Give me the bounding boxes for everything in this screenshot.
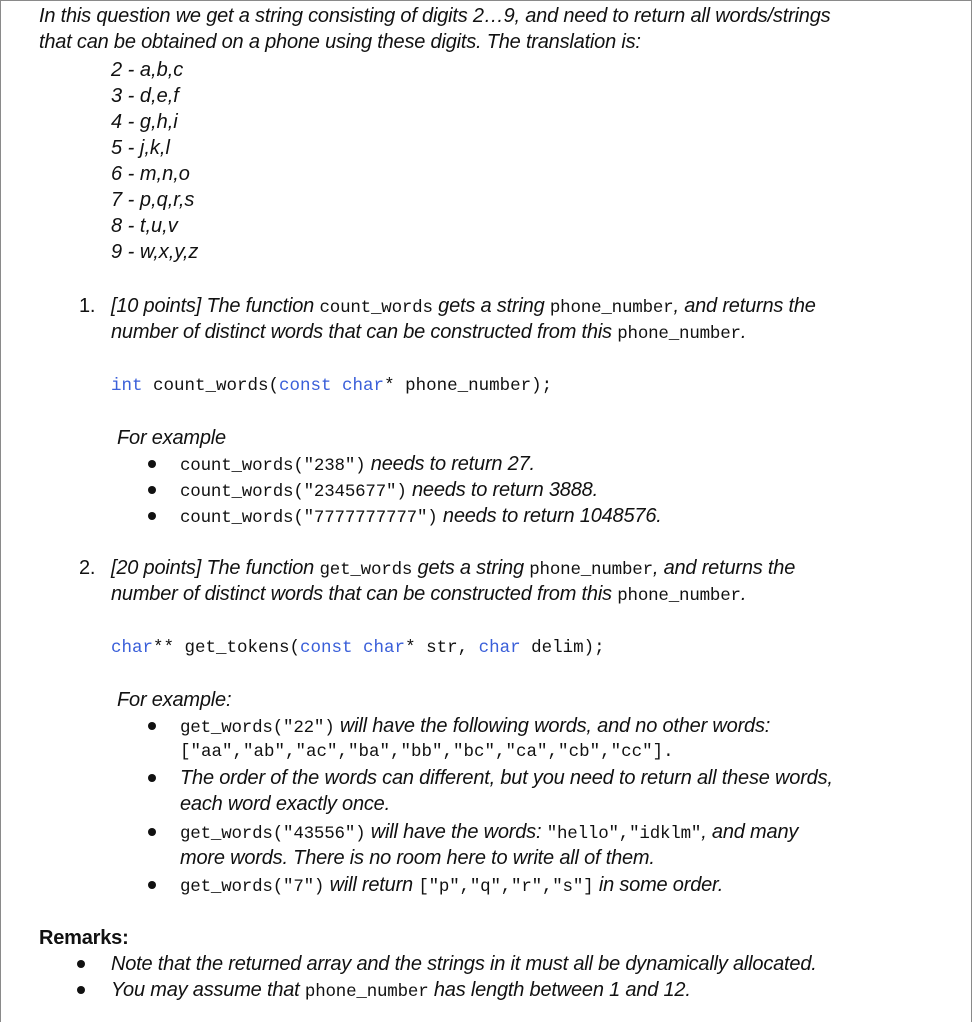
q2-statement-line-1 — [111, 555, 795, 583]
q1-example-2 — [180, 477, 598, 505]
bullet-icon — [148, 774, 156, 782]
q1-number: 1. — [79, 295, 96, 317]
q2-example-3-tail: , and many — [701, 821, 799, 843]
remark-1: Note that the returned array and the strings in it must all be dynamically allocated. — [111, 953, 817, 975]
q2-example-3-line-1 — [180, 819, 798, 847]
q2-line2-end: . — [740, 583, 747, 605]
q2-sig-rest: delim); — [520, 638, 605, 658]
q1-sig-name: count_words( — [142, 376, 280, 396]
q1-tail-text: , and returns the — [673, 295, 816, 317]
q1-example-3 — [180, 503, 662, 531]
q2-example-3-words: "hello","idklm" — [546, 824, 702, 844]
mapping-row: 5 - j,k,l — [111, 137, 170, 159]
q2-tail-text: , and returns the — [652, 557, 796, 579]
q2-signature — [111, 635, 605, 661]
remark-2-post: has length between 1 and 12. — [428, 979, 691, 1001]
q1-statement-line-2 — [111, 319, 746, 347]
bullet-icon — [148, 486, 156, 494]
q2-sig-keyword-const-char: const char — [300, 638, 406, 658]
q2-sig-mid: * str, — [405, 638, 479, 658]
q2-example-4-code: get_words("7") — [180, 877, 325, 897]
q1-sig-keyword-const-char: const char — [279, 376, 385, 396]
q2-example-1-list: ["aa","ab","ac","ba","bb","bc","ca","cb","cc"]. — [180, 742, 674, 762]
q2-sig-name: ** get_tokens( — [153, 638, 301, 658]
q2-mid-text: gets a string — [412, 557, 530, 579]
q1-example-1 — [180, 451, 535, 479]
q2-example-2-line-2: each word exactly once. — [180, 793, 390, 815]
q1-signature — [111, 373, 552, 399]
mapping-row: 3 - d,e,f — [111, 85, 179, 107]
q2-example-4-list: ["p","q","r","s"] — [418, 877, 594, 897]
q2-example-1-code: get_words("22") — [180, 718, 335, 738]
q1-example-3-code: count_words("7777777777") — [180, 508, 438, 528]
remarks-title: Remarks: — [39, 927, 129, 949]
q2-example-4 — [180, 872, 723, 900]
q1-line2-param: phone_number — [617, 324, 741, 344]
q1-param-name: phone_number — [549, 298, 674, 318]
mapping-row: 8 - t,u,v — [111, 215, 178, 237]
bullet-icon — [148, 722, 156, 730]
q2-example-3-line-2: more words. There is no room here to write all of them. — [180, 847, 655, 869]
q2-func-name: get_words — [319, 560, 413, 580]
q1-example-3-text: needs to return 1048576. — [437, 505, 662, 527]
q1-points-text: [10 points] The function — [111, 295, 320, 317]
remark-2 — [111, 977, 691, 1005]
q2-points-text: [20 points] The function — [111, 557, 320, 579]
bullet-icon — [148, 460, 156, 468]
q2-sig-keyword-char: char — [111, 638, 154, 658]
remark-2-param: phone_number — [304, 982, 429, 1002]
q2-example-1-text: will have the following words, and no other words: — [334, 715, 771, 737]
q2-for-example: For example: — [117, 689, 232, 711]
q1-line2-text: number of distinct words that can be constructed from this — [111, 321, 618, 343]
q2-example-1-line-1 — [180, 713, 770, 741]
bullet-icon — [77, 960, 85, 968]
bullet-icon — [148, 828, 156, 836]
q2-example-3-text: will have the words: — [365, 821, 547, 843]
q2-line2-text: number of distinct words that can be constructed from this — [111, 583, 618, 605]
q2-example-3-code: get_words("43556") — [180, 824, 366, 844]
q1-mid-text: gets a string — [432, 295, 550, 317]
mapping-row: 7 - p,q,r,s — [111, 189, 195, 211]
q2-number: 2. — [79, 557, 96, 579]
q1-example-1-text: needs to return 27. — [365, 453, 535, 475]
mapping-row: 4 - g,h,i — [111, 111, 178, 133]
q1-func-name: count_words — [319, 298, 433, 318]
q2-example-2-line-1: The order of the words can different, but you need to return all these words, — [180, 767, 833, 789]
q1-sig-keyword-int: int — [111, 376, 143, 396]
q2-sig-keyword-char-2: char — [478, 638, 521, 658]
bullet-icon — [148, 512, 156, 520]
intro-line-2: that can be obtained on a phone using these digits. The translation is: — [39, 31, 641, 53]
q1-line2-end: . — [740, 321, 747, 343]
q2-example-4-tail: in some order. — [593, 874, 724, 896]
q1-statement-line-1 — [111, 293, 816, 321]
bullet-icon — [77, 986, 85, 994]
mapping-row: 9 - w,x,y,z — [111, 241, 199, 263]
q1-example-2-text: needs to return 3888. — [406, 479, 598, 501]
q1-for-example: For example — [117, 427, 226, 449]
bullet-icon — [148, 881, 156, 889]
q2-statement-line-2 — [111, 581, 746, 609]
q1-example-2-code: count_words("2345677") — [180, 482, 407, 502]
q2-param-name: phone_number — [529, 560, 653, 580]
q2-example-4-text: will return — [324, 874, 419, 896]
q1-sig-rest: * phone_number); — [384, 376, 553, 396]
q2-line2-param: phone_number — [617, 586, 741, 606]
mapping-row: 6 - m,n,o — [111, 163, 190, 185]
q1-example-1-code: count_words("238") — [180, 456, 366, 476]
intro-line-1: In this question we get a string consisting of digits 2…9, and need to return all words/strings — [39, 5, 831, 27]
remark-2-pre: You may assume that — [111, 979, 305, 1001]
mapping-row: 2 - a,b,c — [111, 59, 184, 81]
